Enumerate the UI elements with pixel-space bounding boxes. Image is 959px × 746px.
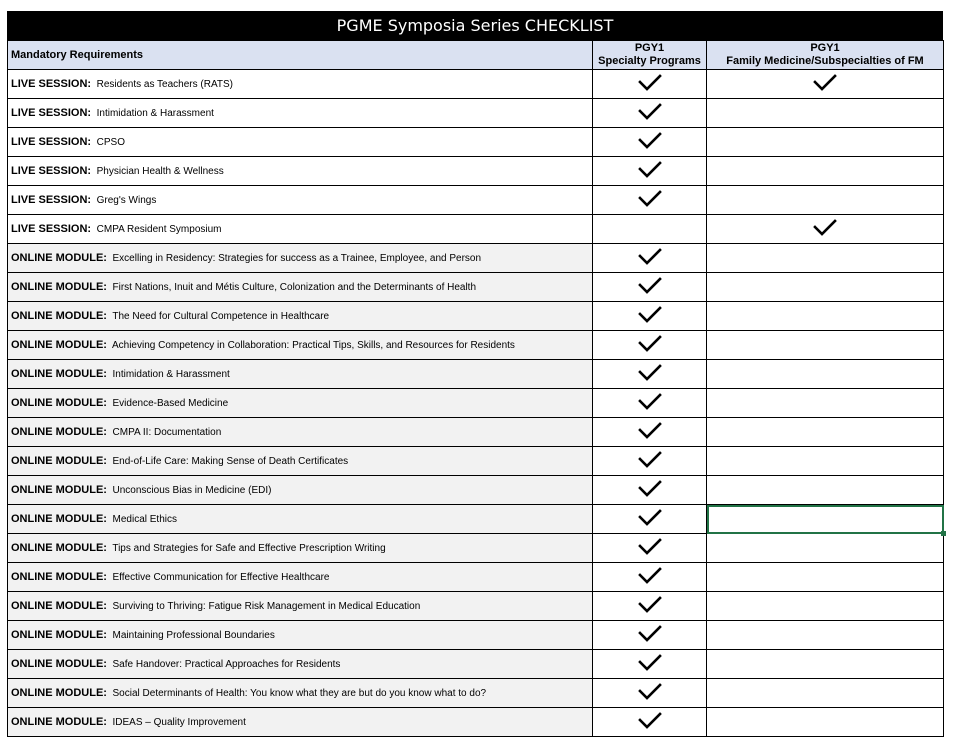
family-check-cell[interactable] bbox=[707, 708, 944, 737]
requirement-cell[interactable] bbox=[8, 679, 593, 708]
table-row bbox=[8, 679, 944, 708]
requirement-name: First Nations, Inuit and Métis Culture, Colonization and the Determinants of Health bbox=[112, 282, 477, 293]
table-row bbox=[8, 99, 944, 128]
family-check-cell[interactable] bbox=[707, 360, 944, 389]
requirement-type: ONLINE MODULE: bbox=[11, 339, 107, 351]
checkmark-icon bbox=[638, 682, 662, 700]
family-check-cell[interactable] bbox=[707, 679, 944, 708]
family-check-cell[interactable] bbox=[707, 389, 944, 418]
requirement-name: Maintaining Professional Boundaries bbox=[112, 630, 275, 641]
requirement-name: IDEAS – Quality Improvement bbox=[112, 717, 246, 728]
requirement-type: ONLINE MODULE: bbox=[11, 687, 107, 699]
checkmark-icon bbox=[638, 73, 662, 91]
checkmark-icon bbox=[638, 479, 662, 497]
specialty-check-cell[interactable] bbox=[593, 650, 707, 679]
requirement-type: ONLINE MODULE: bbox=[11, 252, 107, 264]
requirement-name: Medical Ethics bbox=[112, 514, 177, 525]
header-family-line2: Family Medicine/Subspecialties of FM bbox=[726, 55, 924, 67]
family-check-cell[interactable] bbox=[707, 447, 944, 476]
table-row bbox=[8, 273, 944, 302]
specialty-check-cell[interactable] bbox=[593, 389, 707, 418]
requirement-cell[interactable] bbox=[8, 592, 593, 621]
requirement-cell[interactable] bbox=[8, 157, 593, 186]
specialty-check-cell[interactable] bbox=[593, 331, 707, 360]
checkmark-icon bbox=[638, 508, 662, 526]
family-check-cell[interactable] bbox=[707, 273, 944, 302]
checkmark-icon bbox=[638, 537, 662, 555]
table-row bbox=[8, 128, 944, 157]
specialty-check-cell[interactable] bbox=[593, 505, 707, 534]
requirement-type: ONLINE MODULE: bbox=[11, 716, 107, 728]
family-check-cell[interactable] bbox=[707, 128, 944, 157]
selected-cell[interactable] bbox=[707, 505, 944, 534]
requirement-cell[interactable] bbox=[8, 418, 593, 447]
checkmark-icon bbox=[638, 711, 662, 729]
requirement-type: ONLINE MODULE: bbox=[11, 426, 107, 438]
checkmark-icon bbox=[638, 189, 662, 207]
requirement-name: End-of-Life Care: Making Sense of Death Certificates bbox=[112, 456, 349, 467]
header-mandatory-requirements[interactable]: Mandatory Requirements bbox=[8, 41, 593, 70]
family-check-cell[interactable] bbox=[707, 331, 944, 360]
specialty-check-cell[interactable] bbox=[593, 679, 707, 708]
requirement-type: ONLINE MODULE: bbox=[11, 310, 107, 322]
specialty-check-cell[interactable] bbox=[593, 99, 707, 128]
table-row bbox=[8, 157, 944, 186]
table-row bbox=[8, 650, 944, 679]
checkmark-icon bbox=[638, 305, 662, 323]
requirement-cell[interactable] bbox=[8, 505, 593, 534]
family-check-cell[interactable] bbox=[707, 563, 944, 592]
requirement-type: LIVE SESSION: bbox=[11, 194, 92, 206]
requirement-type: ONLINE MODULE: bbox=[11, 368, 107, 380]
requirement-cell[interactable] bbox=[8, 708, 593, 737]
requirement-name: Achieving Competency in Collaboration: Practical Tips, Skills, and Resources for Residents bbox=[111, 340, 515, 351]
requirement-cell[interactable] bbox=[8, 447, 593, 476]
family-check-cell[interactable] bbox=[707, 70, 944, 99]
requirement-name: CMPA II: Documentation bbox=[112, 427, 222, 438]
requirement-name: CPSO bbox=[96, 137, 125, 148]
requirement-type: ONLINE MODULE: bbox=[11, 658, 107, 670]
requirement-cell[interactable] bbox=[8, 650, 593, 679]
table-row bbox=[8, 708, 944, 737]
specialty-check-cell[interactable] bbox=[593, 186, 707, 215]
family-check-cell[interactable] bbox=[707, 215, 944, 244]
requirement-cell[interactable] bbox=[8, 99, 593, 128]
family-check-cell[interactable] bbox=[707, 302, 944, 331]
requirement-type: ONLINE MODULE: bbox=[11, 571, 107, 583]
requirement-cell[interactable] bbox=[8, 215, 593, 244]
requirement-name: Tips and Strategies for Safe and Effective Prescription Writing bbox=[112, 543, 386, 554]
requirement-name: CMPA Resident Symposium bbox=[96, 224, 222, 235]
checkmark-icon bbox=[638, 566, 662, 584]
table-row bbox=[8, 534, 944, 563]
requirement-name: Residents as Teachers (RATS) bbox=[96, 79, 233, 90]
requirement-name: Safe Handover: Practical Approaches for Residents bbox=[112, 659, 341, 670]
requirement-type: ONLINE MODULE: bbox=[11, 542, 107, 554]
header-family-medicine[interactable] bbox=[707, 41, 944, 70]
checklist-table bbox=[7, 40, 944, 737]
requirement-type: ONLINE MODULE: bbox=[11, 629, 107, 641]
checklist-sheet bbox=[7, 11, 943, 737]
checkmark-icon bbox=[638, 363, 662, 381]
requirement-type: LIVE SESSION: bbox=[11, 223, 92, 235]
requirement-type: ONLINE MODULE: bbox=[11, 455, 107, 467]
fill-handle[interactable] bbox=[941, 531, 946, 536]
requirement-cell[interactable] bbox=[8, 128, 593, 157]
requirement-name: Greg's Wings bbox=[96, 195, 157, 206]
requirement-name: Unconscious Bias in Medicine (EDI) bbox=[112, 485, 272, 496]
table-row bbox=[8, 186, 944, 215]
checkmark-icon bbox=[638, 595, 662, 613]
specialty-check-cell[interactable] bbox=[593, 418, 707, 447]
requirement-cell[interactable] bbox=[8, 331, 593, 360]
specialty-check-cell[interactable] bbox=[593, 128, 707, 157]
header-specialty-programs[interactable] bbox=[593, 41, 707, 70]
checkmark-icon bbox=[638, 102, 662, 120]
requirement-cell[interactable] bbox=[8, 70, 593, 99]
specialty-check-cell[interactable] bbox=[593, 621, 707, 650]
specialty-check-cell[interactable] bbox=[593, 563, 707, 592]
table-row bbox=[8, 389, 944, 418]
checkmark-icon bbox=[813, 218, 837, 236]
checkmark-icon bbox=[638, 450, 662, 468]
specialty-check-cell[interactable] bbox=[593, 244, 707, 273]
specialty-check-cell[interactable] bbox=[593, 476, 707, 505]
table-row bbox=[8, 476, 944, 505]
table-row bbox=[8, 302, 944, 331]
checkmark-icon bbox=[638, 247, 662, 265]
checkmark-icon bbox=[638, 160, 662, 178]
header-family-line1: PGY1 bbox=[810, 42, 840, 54]
family-check-cell[interactable] bbox=[707, 418, 944, 447]
checkmark-icon bbox=[638, 624, 662, 642]
requirement-cell[interactable] bbox=[8, 534, 593, 563]
table-row bbox=[8, 592, 944, 621]
table-row bbox=[8, 360, 944, 389]
table-row bbox=[8, 331, 944, 360]
checkmark-icon bbox=[638, 276, 662, 294]
requirement-cell[interactable] bbox=[8, 476, 593, 505]
checkmark-icon bbox=[638, 421, 662, 439]
requirement-cell[interactable] bbox=[8, 186, 593, 215]
requirement-name: Excelling in Residency: Strategies for success as a Trainee, Employee, and Person bbox=[112, 253, 482, 264]
table-row bbox=[8, 563, 944, 592]
requirement-name: Intimidation & Harassment bbox=[112, 369, 230, 380]
specialty-check-cell[interactable] bbox=[593, 302, 707, 331]
requirement-name: Social Determinants of Health: You know what they are but do you know what to do? bbox=[112, 688, 487, 699]
requirement-type: ONLINE MODULE: bbox=[11, 513, 107, 525]
header-specialty-line2: Specialty Programs bbox=[598, 55, 701, 67]
specialty-check-cell[interactable] bbox=[593, 215, 707, 244]
requirement-cell[interactable] bbox=[8, 389, 593, 418]
specialty-check-cell[interactable] bbox=[593, 70, 707, 99]
table-row bbox=[8, 447, 944, 476]
requirement-cell[interactable] bbox=[8, 621, 593, 650]
checkmark-icon bbox=[638, 131, 662, 149]
family-check-cell[interactable] bbox=[707, 186, 944, 215]
requirement-name: Evidence-Based Medicine bbox=[112, 398, 229, 409]
requirement-name: Surviving to Thriving: Fatigue Risk Management in Medical Education bbox=[112, 601, 421, 612]
requirement-type: ONLINE MODULE: bbox=[11, 600, 107, 612]
table-row bbox=[8, 621, 944, 650]
specialty-check-cell[interactable] bbox=[593, 534, 707, 563]
requirement-type: ONLINE MODULE: bbox=[11, 397, 107, 409]
family-check-cell[interactable] bbox=[707, 650, 944, 679]
requirement-cell[interactable] bbox=[8, 273, 593, 302]
sheet-title[interactable]: PGME Symposia Series CHECKLIST bbox=[7, 11, 943, 40]
requirement-name: Effective Communication for Effective Healthcare bbox=[112, 572, 330, 583]
requirement-cell[interactable] bbox=[8, 360, 593, 389]
table-row bbox=[8, 505, 944, 534]
requirement-name: Physician Health & Wellness bbox=[96, 166, 224, 177]
family-check-cell[interactable] bbox=[707, 244, 944, 273]
requirement-type: ONLINE MODULE: bbox=[11, 281, 107, 293]
family-check-cell[interactable] bbox=[707, 534, 944, 563]
specialty-check-cell[interactable] bbox=[593, 447, 707, 476]
table-row bbox=[8, 70, 944, 99]
requirement-cell[interactable] bbox=[8, 563, 593, 592]
requirement-type: LIVE SESSION: bbox=[11, 78, 92, 90]
checkmark-icon bbox=[813, 73, 837, 91]
family-check-cell[interactable] bbox=[707, 476, 944, 505]
specialty-check-cell[interactable] bbox=[593, 273, 707, 302]
specialty-check-cell[interactable] bbox=[593, 592, 707, 621]
requirement-name: Intimidation & Harassment bbox=[96, 108, 214, 119]
checkmark-icon bbox=[638, 653, 662, 671]
family-check-cell[interactable] bbox=[707, 592, 944, 621]
header-row bbox=[8, 41, 944, 70]
requirement-type: ONLINE MODULE: bbox=[11, 484, 107, 496]
family-check-cell[interactable] bbox=[707, 99, 944, 128]
specialty-check-cell[interactable] bbox=[593, 157, 707, 186]
requirement-cell[interactable] bbox=[8, 244, 593, 273]
requirement-type: LIVE SESSION: bbox=[11, 107, 92, 119]
family-check-cell[interactable] bbox=[707, 621, 944, 650]
checkmark-icon bbox=[638, 334, 662, 352]
requirement-cell[interactable] bbox=[8, 302, 593, 331]
specialty-check-cell[interactable] bbox=[593, 708, 707, 737]
family-check-cell[interactable] bbox=[707, 157, 944, 186]
table-row bbox=[8, 418, 944, 447]
table-row bbox=[8, 244, 944, 273]
requirement-type: LIVE SESSION: bbox=[11, 165, 92, 177]
checklist-rows bbox=[8, 70, 944, 737]
table-row bbox=[8, 215, 944, 244]
header-specialty-line1: PGY1 bbox=[634, 42, 665, 54]
requirement-type: LIVE SESSION: bbox=[11, 136, 92, 148]
requirement-name: The Need for Cultural Competence in Healthcare bbox=[112, 311, 330, 322]
checkmark-icon bbox=[638, 392, 662, 410]
specialty-check-cell[interactable] bbox=[593, 360, 707, 389]
